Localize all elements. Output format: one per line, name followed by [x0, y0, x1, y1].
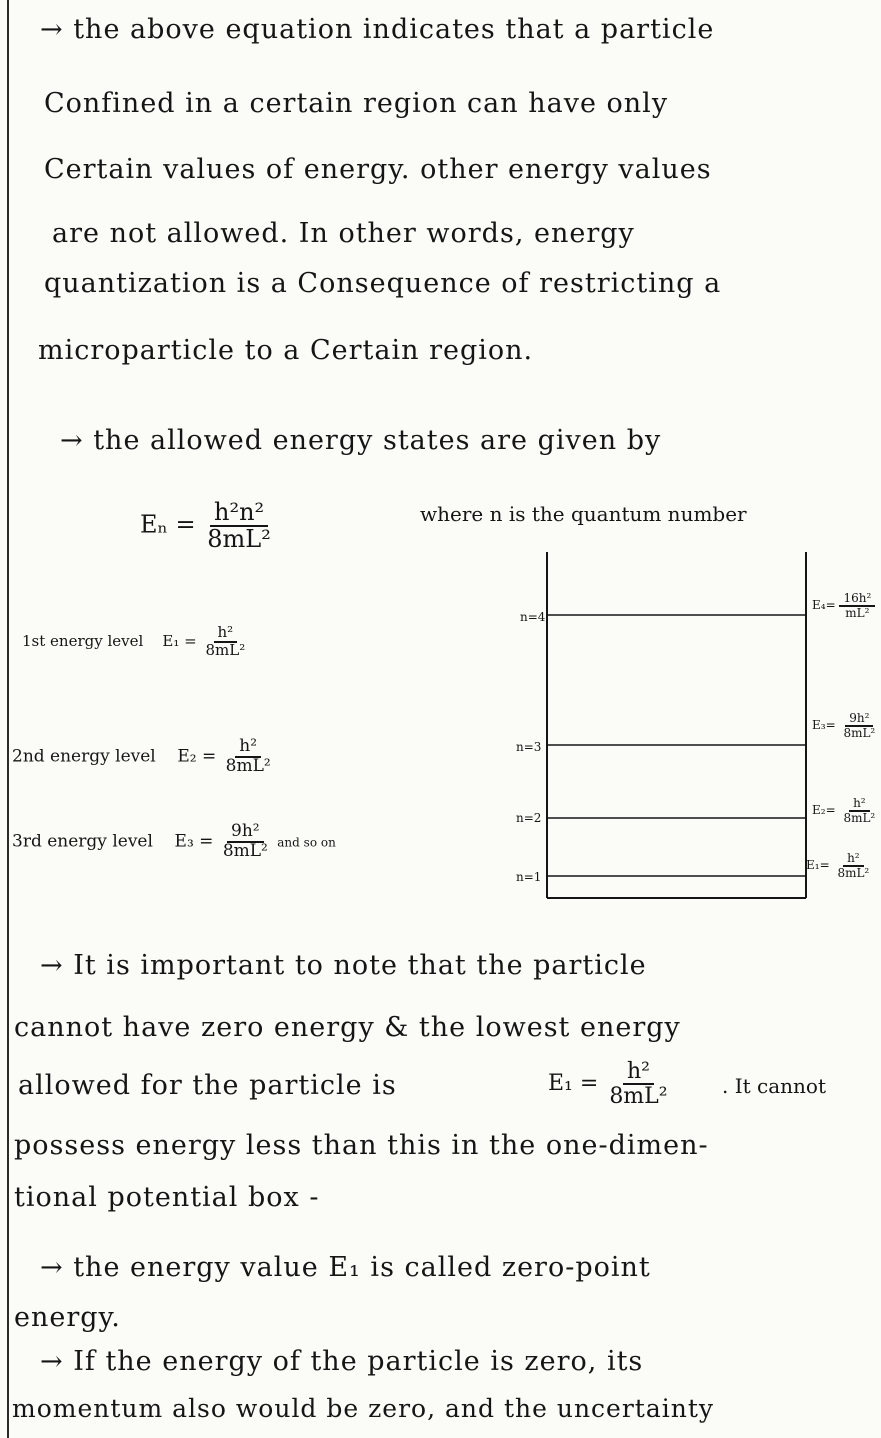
main-equation-numerator: h²n²	[210, 500, 268, 527]
energy-label-2-lhs: E₂=	[812, 803, 836, 818]
paragraph-3-line-3: allowed for the particle is	[18, 1070, 397, 1101]
level-1-lhs: E₁ =	[162, 631, 197, 650]
energy-label-4-fraction	[839, 592, 875, 619]
paragraph-3-line-1: → It is important to note that the particle	[40, 950, 647, 981]
energy-label-4-lhs: E₄=	[812, 598, 836, 613]
paragraph-1-line-6: microparticle to a Certain region.	[38, 335, 534, 366]
level-1-numerator: h²	[214, 625, 238, 643]
paragraph-3-line-2: cannot have zero energy & the lowest energy	[14, 1012, 681, 1043]
energy-label-2-fraction	[839, 797, 879, 824]
paragraph-3-line-5: tional potential box -	[14, 1182, 320, 1213]
energy-label-4-numerator: 16h²	[839, 592, 875, 607]
energy-label-3-lhs: E₃=	[812, 718, 836, 733]
n-label-3: n=3	[516, 740, 542, 754]
energy-label-1-numerator: h²	[843, 852, 864, 867]
energy-label-2	[812, 797, 879, 824]
paragraph-1-line-1: → the above equation indicates that a particle	[40, 14, 715, 45]
level-3-label: 3rd energy level	[12, 831, 153, 852]
paragraph-1-line-4: are not allowed. In other words, energy	[52, 218, 635, 249]
energy-label-1-denominator: 8mL²	[837, 865, 870, 880]
main-equation-denominator: 8mL²	[207, 525, 271, 554]
inline-equation-fraction	[605, 1060, 671, 1108]
paragraph-4-line-2: energy.	[14, 1302, 121, 1333]
paragraph-2: → the allowed energy states are given by	[60, 425, 662, 456]
level-3-numerator: 9h²	[227, 823, 264, 843]
energy-label-3	[812, 712, 879, 739]
inline-equation	[548, 1060, 672, 1108]
energy-label-3-denominator: 8mL²	[843, 725, 876, 740]
paragraph-1-line-2: Confined in a certain region can have only	[44, 88, 669, 119]
paragraph-4-line-1: → the energy value E₁ is called zero-point	[40, 1252, 651, 1283]
inline-equation-numerator: h²	[623, 1060, 654, 1085]
energy-label-2-denominator: 8mL²	[843, 810, 876, 825]
level-2-numerator: h²	[235, 738, 261, 758]
level-2-label: 2nd energy level	[12, 746, 156, 767]
n-label-2: n=2	[516, 811, 542, 825]
main-equation-lhs: Eₙ =	[140, 510, 196, 539]
paragraph-1-line-5: quantization is a Consequence of restricting a	[44, 268, 722, 299]
energy-label-1-lhs: E₁=	[806, 858, 830, 873]
level-3-lhs: E₃ =	[174, 831, 214, 852]
paragraph-3-line-4: possess energy less than this in the one-dimen-	[14, 1130, 709, 1161]
energy-label-2-numerator: h²	[849, 797, 870, 812]
level-3-suffix: and so on	[277, 835, 336, 850]
paragraph-5-line-1: → If the energy of the particle is zero, its	[40, 1346, 644, 1377]
quantum-number-note: where n is the quantum number	[420, 502, 747, 526]
energy-label-1-fraction	[833, 852, 873, 879]
level-2-denominator: 8mL²	[225, 755, 271, 776]
n-label-4: n=4	[520, 610, 546, 624]
energy-label-4	[812, 592, 875, 619]
level-1-denominator: 8mL²	[205, 640, 246, 659]
energy-label-3-fraction	[839, 712, 879, 739]
paragraph-3-line-3-tail: . It cannot	[722, 1074, 826, 1098]
level-1-label: 1st energy level	[22, 631, 144, 650]
energy-label-4-denominator: mL²	[845, 605, 870, 620]
paragraph-5-line-2: momentum also would be zero, and the uncertainty	[12, 1394, 715, 1423]
level-2-lhs: E₂ =	[177, 746, 217, 767]
n-label-1: n=1	[516, 870, 542, 884]
energy-label-3-numerator: 9h²	[845, 712, 873, 727]
energy-label-1	[806, 852, 873, 879]
inline-equation-denominator: 8mL²	[609, 1084, 668, 1110]
inline-equation-lhs: E₁ =	[548, 1071, 599, 1097]
paragraph-1-line-3: Certain values of energy. other energy values	[44, 154, 712, 185]
level-3-denominator: 8mL²	[222, 840, 268, 861]
